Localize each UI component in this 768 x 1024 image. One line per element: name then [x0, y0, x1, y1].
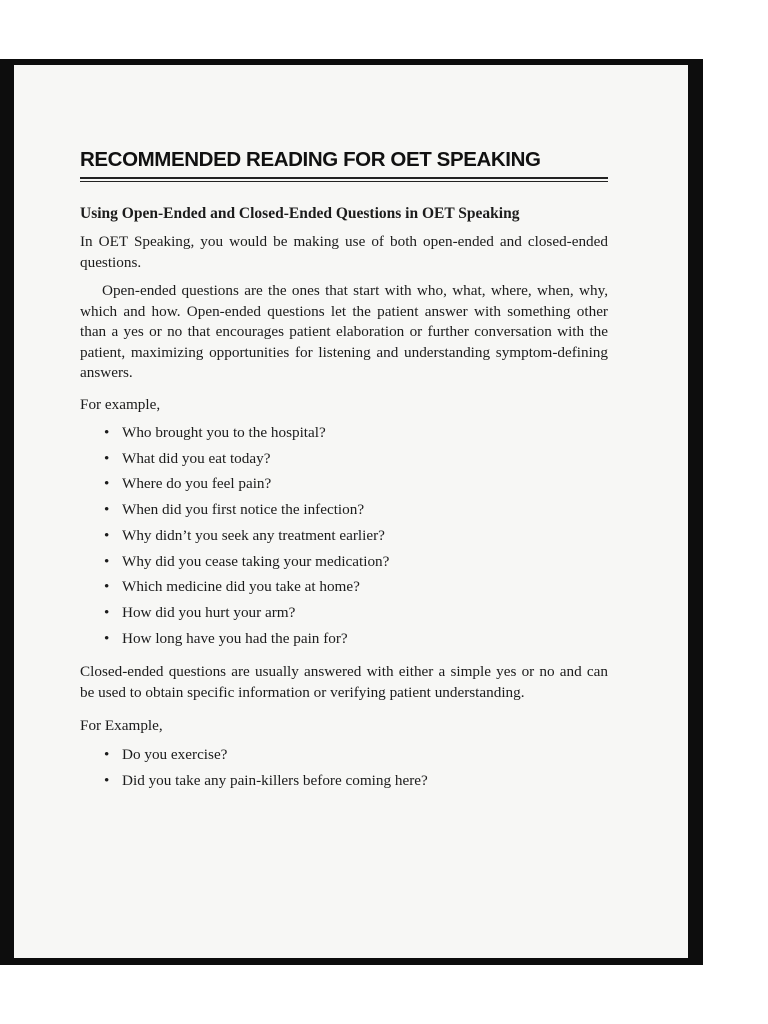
- bullet-icon: •: [104, 745, 110, 763]
- list-item: • How long have you had the pain for?: [104, 626, 608, 652]
- list-item: • Where do you feel pain?: [104, 471, 608, 497]
- open-examples-list: [80, 420, 608, 651]
- list-item: • How did you hurt your arm?: [104, 600, 608, 626]
- example-intro-closed: For Example,: [80, 717, 163, 735]
- list-item: • Which medicine did you take at home?: [104, 574, 608, 600]
- open-ended-paragraph: Open-ended questions are the ones that start with who, what, where, when, why, which and how. Open-ended questions let the patient answer with something other than a yes or no that encourages patient elaboration or further conversation with the patient, maximizing opportunities for listening and understanding symptom-defining answers.: [80, 282, 608, 381]
- bullet-icon: •: [104, 629, 110, 647]
- section-subheading: Using Open-Ended and Closed-Ended Questions in OET Speaking: [80, 205, 520, 222]
- document-content: [80, 148, 608, 793]
- bullet-icon: •: [104, 552, 110, 570]
- title-divider: [80, 177, 608, 182]
- intro-paragraph: In OET Speaking, you would be making use of both open-ended and closed-ended questions.: [80, 233, 608, 271]
- list-item: • Do you exercise?: [104, 742, 608, 768]
- list-item: • When did you first notice the infection?: [104, 497, 608, 523]
- list-item: • Who brought you to the hospital?: [104, 420, 608, 446]
- list-item: • Why did you cease taking your medication?: [104, 549, 608, 575]
- bullet-icon: •: [104, 603, 110, 621]
- list-item: • What did you eat today?: [104, 446, 608, 472]
- bullet-icon: •: [104, 424, 110, 441]
- closed-examples-list: [80, 742, 608, 793]
- bullet-icon: •: [104, 578, 110, 596]
- bullet-icon: •: [104, 449, 110, 467]
- bullet-icon: •: [104, 501, 110, 519]
- example-intro-open: For example,: [80, 395, 161, 413]
- bullet-icon: •: [104, 526, 110, 544]
- closed-ended-paragraph: Closed-ended questions are usually answered with either a simple yes or no and can be used to obtain specific information or verifying patient understanding.: [80, 663, 608, 701]
- list-item: • Why didn’t you seek any treatment earlier?: [104, 523, 608, 549]
- bullet-icon: •: [104, 475, 110, 493]
- bullet-icon: •: [104, 771, 110, 789]
- list-item: • Did you take any pain-killers before coming here?: [104, 768, 608, 794]
- page-title: RECOMMENDED READING FOR OET SPEAKING: [80, 148, 541, 171]
